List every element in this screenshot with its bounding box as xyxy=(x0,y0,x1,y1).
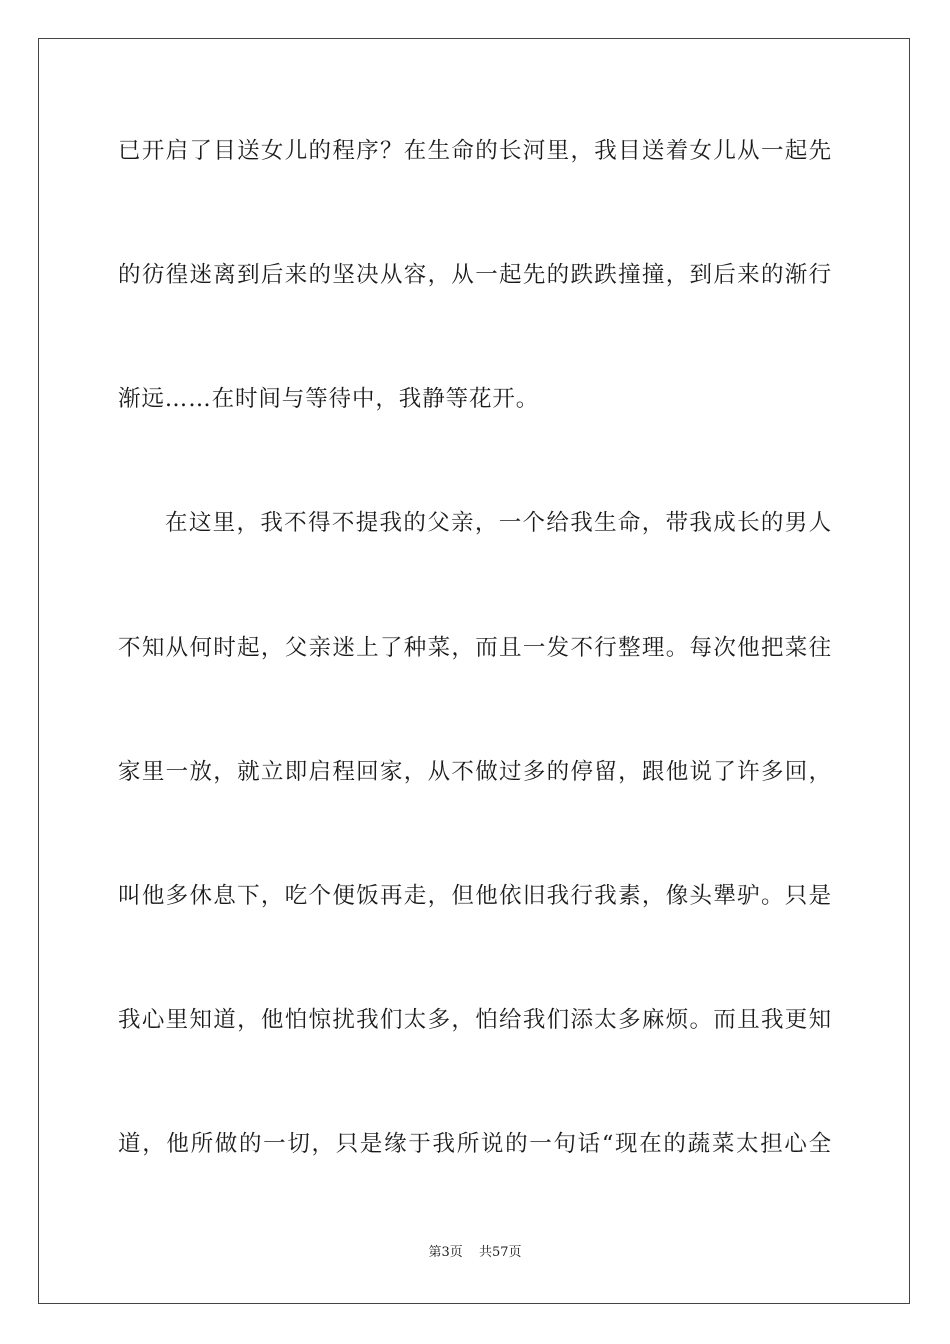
text-line: 我心里知道，他怕惊扰我们太多，怕给我们添太多麻烦。而且我更知 xyxy=(118,1007,832,1033)
text-line: 渐远……在时间与等待中，我静等花开。 xyxy=(118,386,540,412)
text-line: 已开启了目送女儿的程序？在生命的长河里，我目送着女儿从一起先 xyxy=(118,138,832,164)
text-line: 叫他多休息下，吃个便饭再走，但他依旧我行我素，像头犟驴。只是 xyxy=(118,883,832,909)
page-total: 共57页 xyxy=(478,1245,522,1260)
text-line: 的彷徨迷离到后来的坚决从容，从一起先的跌跌撞撞，到后来的渐行 xyxy=(118,262,832,288)
text-line: 道，他所做的一切，只是缘于我所说的一句话“现在的蔬菜太担心全 xyxy=(118,1131,832,1157)
text-line: 不知从何时起，父亲迷上了种菜，而且一发不行整理。每次他把菜往 xyxy=(118,635,832,661)
paragraph-first-line: 在这里，我不得不提我的父亲，一个给我生命，带我成长的男人 xyxy=(165,510,832,536)
page-number: 第3页 xyxy=(428,1245,463,1260)
page-border xyxy=(38,38,910,1304)
text-line: 家里一放，就立即启程回家，从不做过多的停留，跟他说了许多回， xyxy=(118,759,832,785)
page-footer xyxy=(0,1244,950,1262)
